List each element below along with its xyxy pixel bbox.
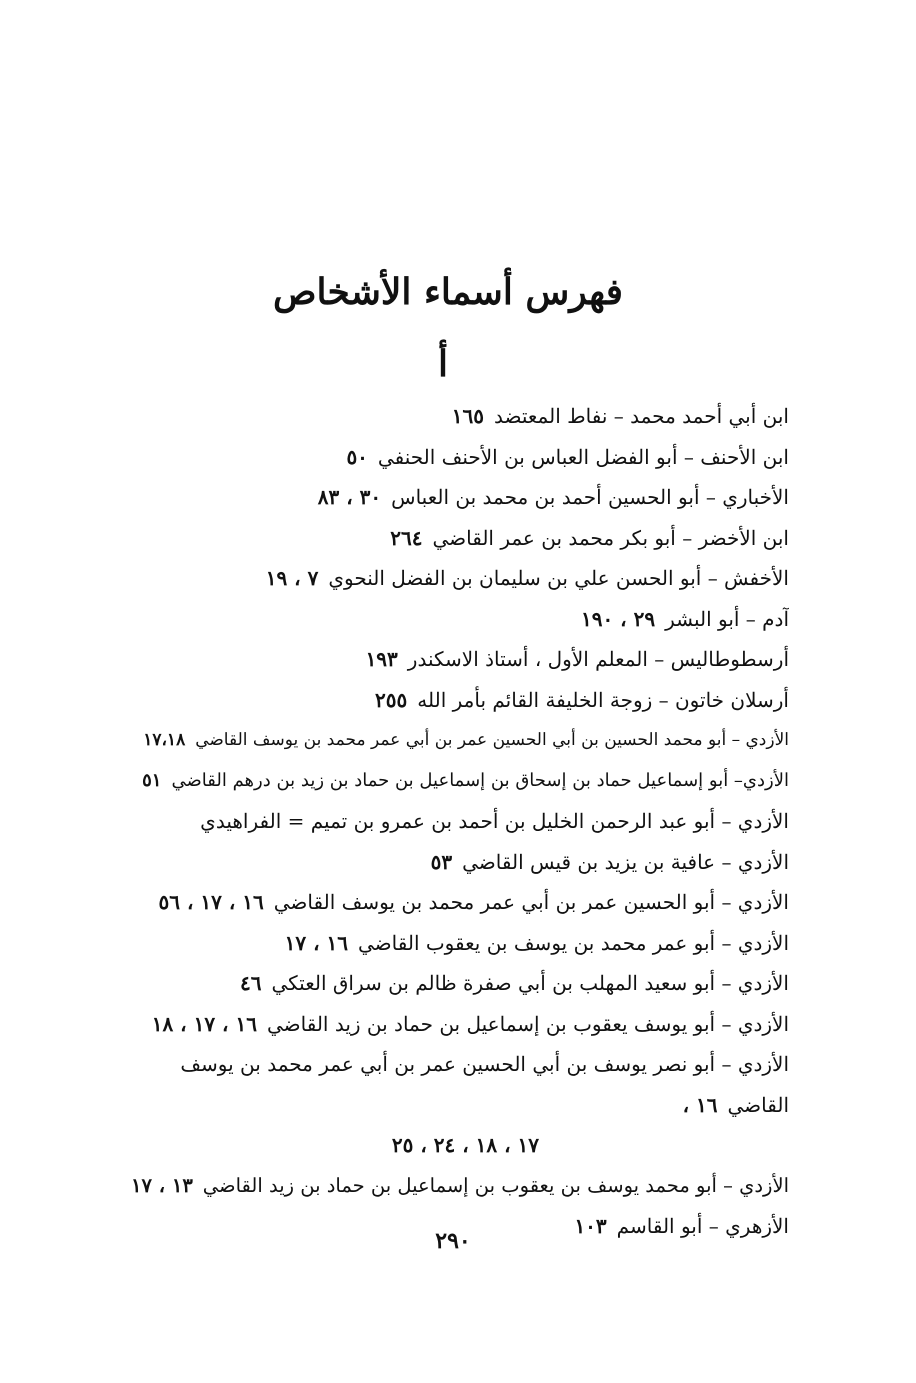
- entry-name: أرسلان خاتون – زوجة الخليفة القائم بأمر الله: [417, 687, 789, 712]
- index-entry: [129, 801, 789, 842]
- entry-pages: ٣٠ ، ٨٣: [317, 485, 382, 509]
- index-entry: [129, 882, 789, 923]
- entry-pages: ١٦ ، ١٧ ، ١٨: [151, 1011, 257, 1036]
- entry-pages: ٢٩ ، ١٩٠: [580, 606, 656, 631]
- index-entry: [129, 518, 789, 559]
- entry-pages: ٥٠: [346, 444, 368, 469]
- index-entry: [129, 437, 789, 478]
- section-letter: أ: [437, 343, 448, 385]
- entry-pages: ١٩٣: [365, 647, 398, 671]
- entry-pages: ١٣ ، ١٧: [131, 1173, 193, 1197]
- page-title: فهرس أسماء الأشخاص: [273, 271, 623, 313]
- entry-pages: ١٦ ،: [682, 1092, 718, 1117]
- index-entry: [129, 1004, 789, 1045]
- index-entry: [129, 923, 789, 964]
- index-entries-list: [129, 396, 789, 1247]
- index-entry: [129, 1166, 789, 1207]
- entry-pages: ١٧،١٨: [143, 730, 186, 750]
- entry-name: الأزدي – أبو محمد يوسف بن يعقوب بن إسماعيل بن حماد بن زيد القاضي: [202, 1173, 789, 1197]
- entry-name: الأزدي – أبو يوسف يعقوب بن إسماعيل بن حماد بن زيد القاضي: [266, 1011, 789, 1036]
- index-entry: [129, 761, 789, 802]
- entry-pages: ٢٥٥: [375, 687, 408, 712]
- index-entry: [129, 680, 789, 721]
- entry-name: أرسطوطاليس – المعلم الأول ، أستاذ الاسكندر: [407, 647, 789, 671]
- index-entry: [129, 477, 789, 518]
- entry-pages: ٥١: [142, 769, 162, 791]
- entry-pages: ١٦٥: [451, 404, 485, 428]
- entry-name: الأزدي – عافية بن يزيد بن قيس القاضي: [462, 849, 789, 874]
- entry-name: الأزدي – أبو نصر يوسف بن أبي الحسين عمر بن أبي عمر محمد بن يوسف القاضي: [180, 1052, 789, 1117]
- entry-name: الأزدي – أبو الحسين عمر بن أبي عمر محمد بن يوسف القاضي: [273, 890, 789, 914]
- index-entry: [129, 963, 789, 1004]
- entry-pages: ٤٦: [239, 971, 262, 995]
- index-entry: [129, 842, 789, 883]
- entry-pages: ٢٦٤: [390, 525, 423, 550]
- entry-name: آدم – أبو البشر: [665, 606, 789, 631]
- entry-pages: ٧ ، ١٩: [265, 566, 319, 590]
- entry-name: الأزدي – أبو عمر محمد بن يوسف بن يعقوب القاضي: [357, 930, 789, 955]
- entry-name: الأخباري – أبو الحسين أحمد بن محمد بن العباس: [391, 485, 789, 509]
- entry-name: ابن الأحنف – أبو الفضل العباس بن الأحنف الحنفي: [377, 444, 789, 469]
- entry-name: الأخفش – أبو الحسن علي بن سليمان بن الفضل النحوي: [328, 566, 789, 590]
- entry-pages: ١٦ ، ١٧: [284, 930, 348, 955]
- entry-name: الأزدي – أبو سعيد المهلب بن أبي صفرة ظالم بن سراق العتكي: [271, 971, 789, 995]
- entry-name: الأزدي– أبو إسماعيل حماد بن إسحاق بن إسماعيل بن حماد بن زيد بن درهم القاضي: [171, 769, 789, 791]
- index-entry: [129, 599, 789, 640]
- entry-name: الأزهري – أبو القاسم: [616, 1214, 789, 1238]
- entry-pages: ١٦ ، ١٧ ، ٥٦: [158, 890, 264, 914]
- index-entry: [129, 558, 789, 599]
- index-entry: [129, 720, 789, 761]
- index-entry: [129, 639, 789, 680]
- page-number: ٢٩٠: [435, 1228, 471, 1254]
- entry-pages: ١٠٣: [574, 1214, 607, 1238]
- entry-name: الأزدي – أبو عبد الرحمن الخليل بن أحمد بن عمرو بن تميم = الفراهيدي: [200, 809, 789, 833]
- entry-name: ابن أبي أحمد محمد – نفاط المعتضد: [494, 404, 789, 428]
- entry-name: ابن الأخضر – أبو بكر محمد بن عمر القاضي: [432, 525, 789, 550]
- index-entry: [129, 1044, 789, 1166]
- index-entry: [129, 396, 789, 437]
- entry-pages-continuation: ١٧ ، ١٨ ، ٢٤ ، ٢٥: [391, 1133, 539, 1157]
- entry-pages: ٥٣: [430, 849, 453, 874]
- entry-name: الأزدي – أبو محمد الحسين بن أبي الحسين عمر بن أبي عمر محمد بن يوسف القاضي: [195, 730, 789, 750]
